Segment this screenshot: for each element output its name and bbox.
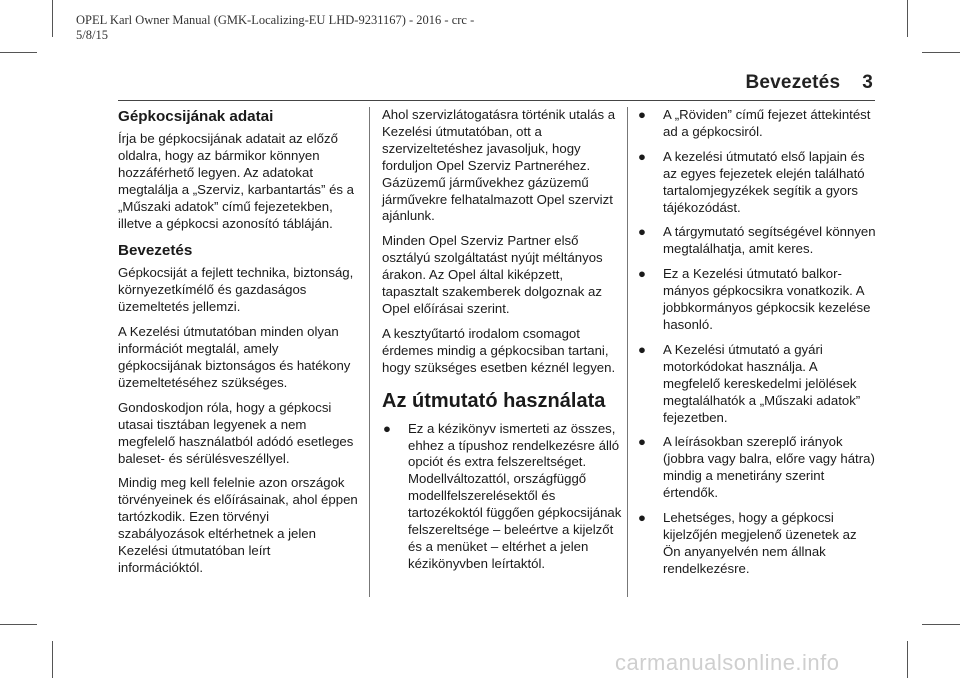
header-rule: [118, 100, 875, 101]
list-item: [382, 421, 622, 573]
bullet-list: [382, 421, 622, 573]
bullet-icon: ●: [638, 148, 646, 164]
paragraph: Gépkocsiját a fejlett technika, biztonság, környezetkímélő és gazdaságos üzemeltetés jellemzi.: [118, 265, 354, 315]
bullet-icon: ●: [383, 420, 391, 436]
list-item-text: A tárgymutató segítségével könnyen megtalálhatja, amit keres.: [663, 224, 876, 257]
paragraph: Gondoskodjon róla, hogy a gépkocsi utasai tisztában legyenek a nem megfelelő használatból adódó esetleges baleset- és sérülésveszéllyel.: [118, 399, 354, 466]
list-item: [637, 224, 877, 258]
list-item-text: Ez a kézikönyv ismerteti az összes, ehhez a típushoz rendelkezésre álló opciót és extra felszereltséget. Modellváltozattól, országfüggő modellfelszerelésektől és tartozékoktól függően gépkocsijának felszereltsége – beleértve a kijelzőt és a menüket – eltérhet a jelen kézikönyvben leírtaktól.: [408, 420, 622, 571]
list-item-text: Lehetséges, hogy a gépkocsi kijelzőjén megjelenő üzenetek az Ön anyanyelvén nem állnak rendelkezésre.: [663, 510, 857, 576]
paragraph: Minden Opel Szerviz Partner első osztályú szolgáltatást nyújt méltányos árakon. Az Opel által kiképzett, tapasztalt szakemberek dolgoznak az Opel előírásai szerint.: [382, 233, 603, 316]
crop-mark: [52, 0, 53, 37]
bullet-icon: ●: [638, 510, 646, 526]
list-item: [637, 107, 877, 141]
watermark: carmanualsonline.info: [615, 650, 840, 675]
list-item: [637, 434, 877, 502]
column-divider: [369, 107, 370, 597]
crop-mark: [907, 641, 908, 678]
list-item-text: A Kezelési útmutató a gyári motorkódokat használja. A megfelelő kereskedelmi jelölések megtalálhatók a „Műszaki adatok” fejezetben.: [663, 341, 861, 425]
bullet-icon: ●: [638, 224, 646, 240]
column-left: [118, 107, 358, 585]
section-heading-introduction: Bevezetés: [118, 242, 193, 260]
list-item: [637, 510, 877, 578]
bullet-icon: ●: [638, 434, 646, 450]
list-item-text: A leírásokban szereplő irányok (jobbra vagy balra, előre vagy hátra) mindig a menetirány szerint értendők.: [663, 434, 875, 501]
list-item: [637, 149, 877, 217]
crop-mark: [0, 624, 37, 625]
bullet-icon: ●: [638, 341, 646, 357]
chapter-title: Bevezetés: [745, 72, 841, 93]
paragraph: Mindig meg kell felelnie azon országok törvényeinek és előírásainak, ahol éppen tartózkodik. Ezen törvényi szabályozások eltérhetnek a jelen Kezelési útmutatóban leírt információktól.: [118, 475, 358, 575]
paragraph: A kesztyűtartó irodalom csomagot érdemes mindig a gépkocsiban tartani, hogy szükséges esetben kéznél legyen.: [382, 325, 616, 375]
column-divider: [627, 107, 628, 597]
bullet-icon: ●: [638, 107, 646, 122]
paragraph: A Kezelési útmutatóban minden olyan információt megtalál, amely gépkocsijának biztonságos és hatékony üzemeltetéséhez szükséges.: [118, 324, 351, 390]
list-item-text: A „Röviden” című fejezet áttekintést ad a gépkocsiról.: [663, 107, 871, 139]
list-item: [637, 266, 877, 334]
column-middle: [382, 107, 622, 581]
bullet-icon: ●: [638, 266, 646, 282]
paragraph: Írja be gépkocsijának adatait az előző oldalra, hogy az bármikor könnyen hozzáférhető legyen. Az adatokat megtalálja a „Szerviz, karbantartás” és a „Műszaki adatok” című fejezetekben, illetve a gépkocsi azonosító tábláján.: [118, 131, 355, 231]
page-number: 3: [862, 72, 873, 93]
print-metadata: [76, 13, 546, 43]
list-item: [637, 342, 877, 427]
crop-mark: [907, 0, 908, 37]
crop-mark: [52, 641, 53, 678]
paragraph: Ahol szervizlátogatásra történik utalás a Kezelési útmutatóban, ott a szervizeltetéshez javasoljuk, hogy forduljon Opel Szerviz Partneréhez. Gázüzemű járművekhez gázüzemű járművekre felhatalmazott Opel szervizt ajánlunk.: [382, 107, 616, 224]
list-item-text: A kezelési útmutató első lapjain és az egyes fejezetek elején található tartalomjegyzékek segítik a gyors tájékozódást.: [663, 148, 865, 215]
print-metadata-line: OPEL Karl Owner Manual (GMK-Localizing-EU LHD-9231167) - 2016 - crc -: [76, 13, 475, 27]
crop-mark: [0, 52, 37, 53]
column-right: [637, 107, 877, 586]
crop-mark: [922, 624, 960, 625]
print-metadata-date: 5/8/15: [76, 28, 108, 42]
bullet-list: [637, 107, 877, 578]
section-heading-vehicle-data: Gépkocsijának adatai: [118, 108, 274, 125]
list-item-text: Ez a Kezelési útmutató balkormányos gépkocsikra vonatkozik. A jobbkormányos gépkocsik kezelése hasonló.: [663, 266, 871, 332]
section-heading-using-manual: Az útmutató használata: [382, 389, 606, 412]
running-head: [745, 72, 873, 94]
crop-mark: [922, 52, 960, 53]
